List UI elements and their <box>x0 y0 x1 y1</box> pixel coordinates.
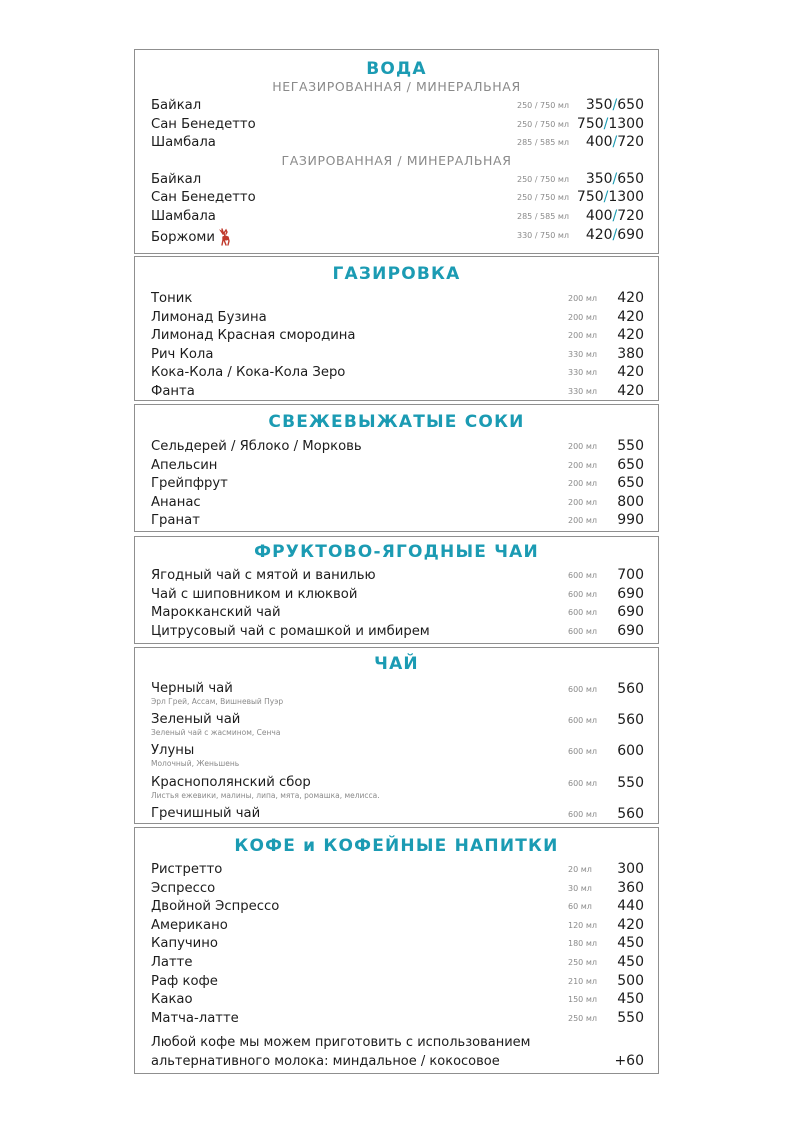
juices-section <box>134 404 659 532</box>
section-title: ЧАЙ <box>374 654 419 674</box>
item-price: 560 <box>617 805 644 822</box>
menu-item <box>135 973 658 992</box>
item-price: 560 <box>617 681 644 697</box>
item-description: Листья ежевики, малины, липа, мята, ромашка, мелисса. <box>151 790 380 800</box>
item-name: Двойной Эспрессо <box>151 899 280 915</box>
item-name: Сельдерей / Яблоко / Морковь <box>151 439 362 454</box>
price-large: 720 <box>617 207 644 224</box>
section-title: ГАЗИРОВКА <box>332 264 461 284</box>
item-price: 450 <box>617 991 644 1008</box>
item-price: 360 <box>617 879 644 896</box>
item-name: Ягодный чай с мятой и ванилью <box>151 568 376 583</box>
price-small: 750 <box>576 189 604 206</box>
menu-item <box>135 623 658 642</box>
item-price: 700 <box>617 567 644 583</box>
item-volume: 250 / 750 мл <box>517 119 570 129</box>
item-name: Ристретто <box>151 862 223 877</box>
item-name: Чай с шиповником и клюквой <box>151 586 358 602</box>
section-title: ВОДА <box>366 59 427 79</box>
menu-item <box>135 743 658 774</box>
menu-item <box>135 898 658 917</box>
item-name: Американо <box>151 917 228 933</box>
item-volume: 250 / 750 мл <box>517 101 570 110</box>
menu-list <box>135 438 658 531</box>
section-title: СВЕЖЕВЫЖАТЫЕ СОКИ <box>268 412 525 432</box>
item-volume: 600 мл <box>568 608 597 618</box>
menu-item <box>135 494 658 513</box>
item-name: Матча-латте <box>151 1010 239 1026</box>
item-volume: 600 мл <box>568 589 597 599</box>
section-title: КОФЕ и КОФЕЙНЫЕ НАПИТКИ <box>234 836 559 856</box>
item-name: Лимонад Бузина <box>151 309 267 325</box>
item-name: Краснополянский сбор <box>151 774 311 790</box>
price-small: 350 <box>585 97 613 113</box>
menu-item <box>135 991 658 1010</box>
item-name: Гречишный чай <box>151 805 261 821</box>
item-price: 300 <box>617 861 644 877</box>
price-large: 720 <box>617 134 644 151</box>
menu-item <box>135 346 658 365</box>
subsection-label: НЕГАЗИРОВАННАЯ / МИНЕРАЛЬНАЯ <box>272 79 521 94</box>
menu-list <box>135 171 658 245</box>
item-price: 550 <box>617 774 644 791</box>
item-price: 380 <box>617 345 644 362</box>
menu-item <box>135 134 658 153</box>
item-price: 420 <box>617 290 644 306</box>
item-volume: 200 мл <box>568 312 597 322</box>
menu-item <box>135 290 658 309</box>
item-volume: 120 мл <box>568 920 597 930</box>
item-price: 690 <box>617 585 644 602</box>
menu-item <box>135 327 658 346</box>
item-price <box>586 97 644 114</box>
price-large: 650 <box>617 97 644 113</box>
item-volume: 600 мл <box>568 778 597 788</box>
item-volume: 330 / 750 мл <box>517 230 570 240</box>
item-name: Апельсин <box>151 457 218 473</box>
item-name: Раф кофе <box>151 973 218 989</box>
item-name: Латте <box>151 954 193 970</box>
item-volume: 200 мл <box>568 442 597 451</box>
menu-item <box>135 171 658 190</box>
menu-item <box>135 681 658 712</box>
item-name: Тоник <box>151 291 193 306</box>
item-volume: 200 мл <box>568 460 597 470</box>
item-name: Боржоми <box>151 228 231 246</box>
item-price: 450 <box>617 935 644 952</box>
item-price <box>586 227 644 244</box>
item-volume: 600 мл <box>568 626 597 636</box>
menu-list <box>135 97 658 153</box>
price-separator: / <box>603 189 609 206</box>
item-volume: 200 мл <box>568 331 597 341</box>
item-price <box>586 171 644 188</box>
menu-item <box>135 383 658 402</box>
price-separator: / <box>612 97 618 113</box>
item-price: 420 <box>617 364 644 381</box>
menu-item <box>135 917 658 936</box>
item-volume: 600 мл <box>568 571 597 580</box>
item-description: Молочный, Женьшень <box>151 759 240 769</box>
menu-item <box>135 935 658 954</box>
item-volume: 600 мл <box>568 685 597 694</box>
item-price: 600 <box>617 743 644 760</box>
item-volume: 250 мл <box>568 957 597 967</box>
item-volume: 60 мл <box>568 902 592 912</box>
item-volume: 200 мл <box>568 294 597 303</box>
item-price: 450 <box>617 953 644 970</box>
price-separator: / <box>612 226 618 243</box>
menu-item <box>135 712 658 743</box>
item-name: Эспрессо <box>151 880 216 896</box>
price-large: 1300 <box>608 189 644 206</box>
menu-item <box>135 309 658 328</box>
item-description: Эрл Грей, Ассам, Вишневый Пуэр <box>151 697 284 706</box>
item-price: 690 <box>617 604 644 621</box>
item-name: Шамбала <box>151 208 216 224</box>
item-volume: 30 мл <box>568 883 592 893</box>
price-small: 350 <box>585 170 613 187</box>
item-price: 420 <box>617 382 644 399</box>
soda-section <box>134 256 659 401</box>
menu-item <box>135 861 658 880</box>
item-name: Какао <box>151 992 193 1008</box>
item-price: 650 <box>617 456 644 473</box>
note-line: альтернативного молока: миндальное / кокосовое <box>151 1054 500 1070</box>
subsection-label: ГАЗИРОВАННАЯ / МИНЕРАЛЬНАЯ <box>281 152 512 168</box>
item-volume: 20 мл <box>568 865 592 874</box>
menu-list <box>135 681 658 837</box>
item-price <box>577 189 644 206</box>
tea-section <box>134 647 659 824</box>
item-volume: 250 мл <box>568 1013 597 1023</box>
item-price <box>586 208 644 225</box>
item-price: 550 <box>617 438 644 454</box>
item-name: Марокканский чай <box>151 605 281 621</box>
item-name: Цитрусовый чай с ромашкой и имбирем <box>151 623 430 639</box>
price-separator: / <box>612 134 618 151</box>
price-small: 750 <box>576 115 604 132</box>
item-price: 800 <box>617 493 644 510</box>
price-small: 400 <box>585 134 613 151</box>
item-price: 420 <box>617 308 644 325</box>
item-description: Зеленый чай с жасмином, Сенча <box>151 728 281 738</box>
price-separator: / <box>603 115 609 132</box>
item-volume: 600 мл <box>568 747 597 757</box>
item-name: Гранат <box>151 513 200 529</box>
item-volume: 200 мл <box>568 516 597 526</box>
item-name: Шамбала <box>151 135 216 151</box>
menu-item <box>135 567 658 586</box>
menu-item <box>135 512 658 531</box>
menu-item <box>135 364 658 383</box>
price-small: 420 <box>585 226 613 243</box>
menu-item <box>135 954 658 973</box>
item-name: Кока-Кола / Кока-Кола Зеро <box>151 365 346 381</box>
note-price: +60 <box>614 1053 644 1070</box>
alt-milk-note <box>135 1033 658 1071</box>
item-price: 990 <box>617 512 644 529</box>
item-volume: 250 / 750 мл <box>517 193 570 203</box>
item-name: Улуны <box>151 743 195 759</box>
item-volume: 330 мл <box>568 386 597 396</box>
coffee-section <box>134 827 659 1074</box>
item-price: 560 <box>617 712 644 729</box>
item-volume: 600 мл <box>568 716 597 726</box>
menu-list <box>135 861 658 1028</box>
menu-item <box>135 227 658 246</box>
menu-item <box>135 189 658 208</box>
item-volume: 200 мл <box>568 497 597 507</box>
item-price <box>577 116 644 133</box>
deer-icon <box>219 228 231 246</box>
item-volume: 200 мл <box>568 479 597 489</box>
menu-list <box>135 290 658 402</box>
menu-item <box>135 457 658 476</box>
item-volume: 330 мл <box>568 349 597 359</box>
menu-item <box>135 97 658 116</box>
item-volume: 150 мл <box>568 995 597 1005</box>
price-separator: / <box>612 207 618 224</box>
menu-item <box>135 586 658 605</box>
item-volume: 285 / 585 мл <box>517 211 570 221</box>
menu-item <box>135 1010 658 1029</box>
price-large: 690 <box>617 226 644 243</box>
menu-item <box>135 604 658 623</box>
menu-item <box>135 475 658 494</box>
item-name: Ананас <box>151 494 201 510</box>
item-name: Черный чай <box>151 681 233 696</box>
item-volume: 330 мл <box>568 368 597 378</box>
item-volume: 600 мл <box>568 809 597 819</box>
item-price: 500 <box>617 972 644 989</box>
item-volume: 285 / 585 мл <box>517 138 570 148</box>
price-separator: / <box>612 170 618 187</box>
item-name: Грейпфрут <box>151 476 228 492</box>
item-volume: 210 мл <box>568 976 597 986</box>
menu-item <box>135 116 658 135</box>
item-price: 440 <box>617 898 644 915</box>
item-name: Фанта <box>151 383 195 399</box>
menu-list <box>135 567 658 641</box>
item-price: 420 <box>617 916 644 933</box>
price-small: 400 <box>585 207 613 224</box>
item-price: 690 <box>617 622 644 639</box>
item-name: Сан Бенедетто <box>151 116 256 132</box>
menu-item <box>135 438 658 457</box>
section-title: ФРУКТОВО-ЯГОДНЫЕ ЧАИ <box>254 542 539 562</box>
menu-item <box>135 775 658 806</box>
note-line: Любой кофе мы можем приготовить с использованием <box>151 1035 531 1051</box>
item-name: Капучино <box>151 936 218 952</box>
item-price <box>586 134 644 151</box>
fruit-teas-section <box>134 536 659 644</box>
item-name: Рич Кола <box>151 346 214 362</box>
item-name: Байкал <box>151 98 202 113</box>
item-name: Байкал <box>151 171 202 187</box>
price-large: 1300 <box>608 115 644 132</box>
menu-item <box>135 880 658 899</box>
menu-item <box>135 208 658 227</box>
water-section <box>134 49 659 254</box>
price-large: 650 <box>617 170 644 187</box>
item-price: 420 <box>617 327 644 344</box>
item-price: 550 <box>617 1009 644 1026</box>
item-name: Зеленый чай <box>151 712 241 728</box>
item-name: Сан Бенедетто <box>151 190 256 206</box>
item-volume: 250 / 750 мл <box>517 174 570 184</box>
item-volume: 180 мл <box>568 939 597 949</box>
item-price: 650 <box>617 475 644 492</box>
item-name: Лимонад Красная смородина <box>151 328 356 344</box>
